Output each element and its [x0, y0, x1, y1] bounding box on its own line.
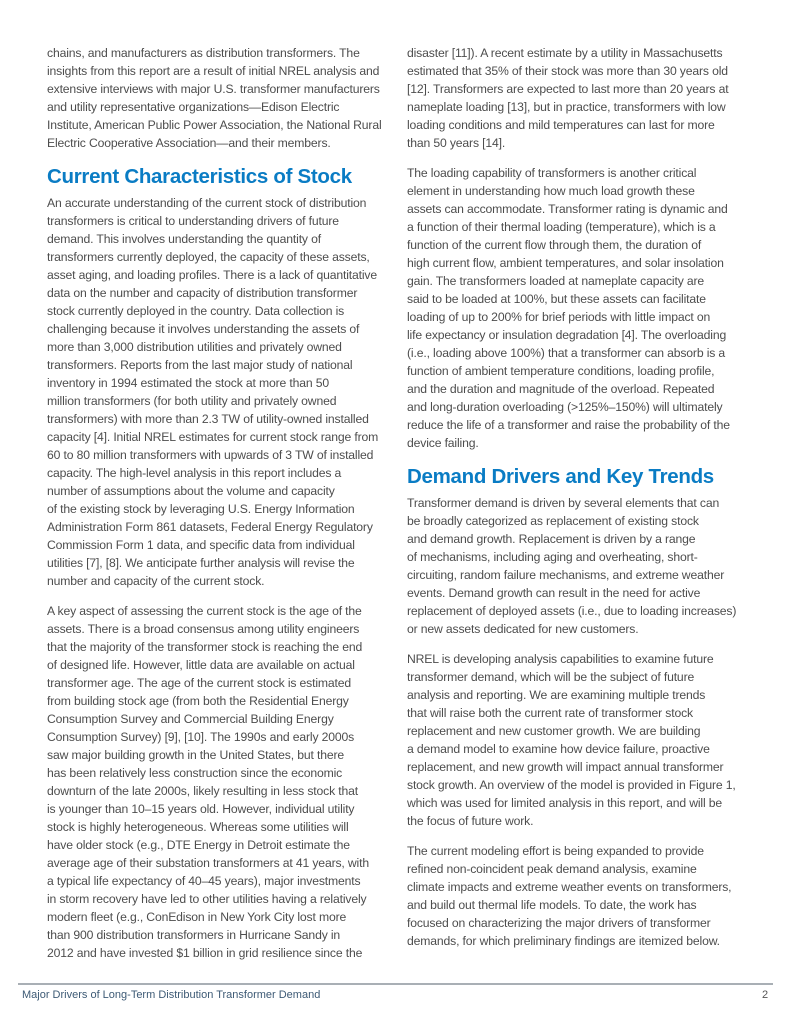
text-line: The current modeling effort is being expanded to provide: [407, 844, 704, 858]
text-line: (i.e., loading above 100%) that a transformer can absorb is a: [407, 346, 726, 360]
text-line: replacement of deployed assets (i.e., due to loading increases): [407, 604, 737, 618]
text-line: assets. There is a broad consensus among utility engineers: [47, 622, 360, 636]
text-line: and long-duration overloading (>125%–150%) will ultimately: [407, 400, 723, 414]
page-number: 2: [762, 989, 769, 1001]
text-line: Commission Form 1 data, and specific data from individual: [47, 538, 355, 552]
text-line: or new assets dedicated for new customers.: [407, 622, 639, 636]
text-line: capacity [4]. Initial NREL estimates for current stock range from: [47, 430, 379, 444]
text-line: Consumption Survey and Commercial Building Energy: [47, 712, 334, 726]
text-line: life expectancy or insulation degradation [4]. The overloading: [407, 328, 727, 342]
text-line: Consumption Survey) [9], [10]. The 1990s and early 2000s: [47, 730, 355, 744]
text-line: modern fleet (e.g., ConEdison in New York City lost more: [47, 910, 347, 924]
text-line: circuiting, random failure mechanisms, and extreme weather: [407, 568, 725, 582]
text-line: number of assumptions about the volume and capacity: [47, 484, 335, 498]
text-line: [12]. Transformers are expected to last more than 20 years at: [407, 82, 729, 96]
text-line: loading conditions and mild temperatures can last for more: [407, 118, 715, 132]
text-line: transformers. Reports from the last major study of national: [47, 358, 353, 372]
text-line: than 900 distribution transformers in Hurricane Sandy in: [47, 928, 341, 942]
asset-age-continued-paragraph: [407, 44, 752, 152]
loading-capability-paragraph: [407, 164, 752, 452]
text-line: asset aging, and loading profiles. There is a lack of quantitative: [47, 268, 377, 282]
text-line: said to be loaded at 100%, but these assets can facilitate: [407, 292, 706, 306]
nrel-analysis-paragraph: [407, 650, 752, 830]
text-line: from building stock age (from both the Residential Energy: [47, 694, 349, 708]
text-line: climate impacts and extreme weather events on transformers,: [407, 880, 732, 894]
text-line: An accurate understanding of the current stock of distribution: [47, 196, 367, 210]
text-line: utilities [7], [8]. We anticipate further analysis will revise the: [47, 556, 355, 570]
text-line: insights from this report are a result of initial NREL analysis and: [47, 64, 380, 78]
text-line: which was used for limited analysis in this report, and will be: [407, 796, 723, 810]
text-line: Administration Form 861 datasets, Federal Energy Regulatory: [47, 520, 373, 534]
text-line: stock growth. An overview of the model is provided in Figure 1,: [407, 778, 736, 792]
intro-paragraph: [47, 44, 392, 152]
text-line: device failing.: [407, 436, 479, 450]
text-line: more than 3,000 distribution utilities and privately owned: [47, 340, 342, 354]
text-line: gain. The transformers loaded at nameplate capacity are: [407, 274, 705, 288]
text-line: a typical life expectancy of 40–45 years), major investments: [47, 874, 361, 888]
text-line: of the existing stock by leveraging U.S. Energy Information: [47, 502, 355, 516]
text-line: transformers is critical to understanding drivers of future: [47, 214, 339, 228]
text-line: analysis and reporting. We are examining multiple trends: [407, 688, 706, 702]
text-line: extensive interviews with major U.S. transformer manufacturers: [47, 82, 380, 96]
section-heading-current-characteristics: Current Characteristics of Stock: [47, 165, 352, 188]
text-line: transformer age. The age of the current stock is estimated: [47, 676, 352, 690]
text-line: stock is highly heterogeneous. Whereas some utilities will: [47, 820, 349, 834]
text-line: a function of their thermal loading (temperature), which is a: [407, 220, 716, 234]
text-line: demand. This involves understanding the quantity of: [47, 232, 321, 246]
text-line: refined non-coincident peak demand analysis, examine: [407, 862, 697, 876]
text-line: replacement and new customer growth. We are building: [407, 724, 701, 738]
text-line: transformer demand, which will be the subject of future: [407, 670, 695, 684]
text-line: than 50 years [14].: [407, 136, 506, 150]
text-line: disaster [11]). A recent estimate by a utility in Massachusetts: [407, 46, 723, 60]
text-line: have older stock (e.g., DTE Energy in Detroit estimate the: [47, 838, 350, 852]
text-line: challenging because it involves understanding the assets of: [47, 322, 360, 336]
text-line: NREL is developing analysis capabilities to examine future: [407, 652, 714, 666]
text-line: a demand model to examine how device failure, proactive: [407, 742, 710, 756]
text-line: that will raise both the current rate of transformer stock: [407, 706, 693, 720]
text-line: function of the current flow through them, the duration of: [407, 238, 702, 252]
text-line: that the majority of the transformer stock is reaching the end: [47, 640, 363, 654]
right-column: [407, 44, 752, 962]
demand-drivers-paragraph: [407, 494, 752, 638]
text-line: 2012 and have invested $1 billion in grid resilience since the: [47, 946, 363, 960]
text-line: capacity. The high-level analysis in this report includes a: [47, 466, 342, 480]
text-line: downturn of the late 2000s, likely resulting in less stock that: [47, 784, 358, 798]
text-line: average age of their substation transformers at 41 years, with: [47, 856, 369, 870]
text-line: inventory in 1994 estimated the stock at more than 50: [47, 376, 330, 390]
text-line: high current flow, ambient temperatures, and solar insolation: [407, 256, 724, 270]
text-line: 60 to 80 million transformers with upwards of 3 TW of installed: [47, 448, 374, 462]
text-line: Transformer demand is driven by several elements that can: [407, 496, 720, 510]
text-line: focused on characterizing the major drivers of transformer: [407, 916, 711, 930]
text-line: the focus of future work.: [407, 814, 534, 828]
section-heading-demand-drivers: Demand Drivers and Key Trends: [407, 465, 714, 488]
left-column: [47, 44, 392, 974]
text-line: loading of up to 200% for brief periods with little impact on: [407, 310, 711, 324]
text-line: estimated that 35% of their stock was more than 30 years old: [407, 64, 728, 78]
text-line: has been relatively less construction since the economic: [47, 766, 343, 780]
text-line: in storm recovery have led to other utilities having a relatively: [47, 892, 367, 906]
text-line: The loading capability of transformers is another critical: [407, 166, 697, 180]
text-line: and build out thermal life models. To date, the work has: [407, 898, 697, 912]
text-line: replacement, and new growth will impact annual transformer: [407, 760, 724, 774]
text-line: of designed life. However, little data are available on actual: [47, 658, 355, 672]
text-line: be broadly categorized as replacement of existing stock: [407, 514, 699, 528]
text-line: and demand growth. Replacement is driven by a range: [407, 532, 696, 546]
modeling-effort-paragraph: [407, 842, 752, 950]
text-line: Institute, American Public Power Association, the National Rural: [47, 118, 382, 132]
text-line: saw major building growth in the United States, but there: [47, 748, 344, 762]
text-line: million transformers (for both utility and privately owned: [47, 394, 337, 408]
text-line: Electric Cooperative Association—and their members.: [47, 136, 331, 150]
text-line: is younger than 10–15 years old. However, individual utility: [47, 802, 355, 816]
text-line: function of ambient temperature conditions, loading profile,: [407, 364, 715, 378]
text-line: A key aspect of assessing the current stock is the age of the: [47, 604, 362, 618]
text-line: events. Demand growth can result in the need for active: [407, 586, 701, 600]
stock-paragraph: [47, 194, 392, 590]
text-line: stock currently deployed in the country. Data collection is: [47, 304, 345, 318]
text-line: and utility representative organizations—Edison Electric: [47, 100, 340, 114]
text-line: of mechanisms, including aging and overheating, short-: [407, 550, 698, 564]
text-line: nameplate loading [13], but in practice, transformers with low: [407, 100, 726, 114]
asset-age-paragraph: [47, 602, 392, 962]
text-line: reduce the life of a transformer and raise the probability of the: [407, 418, 730, 432]
text-line: demands, for which preliminary findings are itemized below.: [407, 934, 720, 948]
text-line: element in understanding how much load growth these: [407, 184, 695, 198]
footer-report-title: Major Drivers of Long-Term Distribution Transformer Demand: [22, 989, 321, 1001]
footer-divider: [18, 983, 773, 985]
text-line: chains, and manufacturers as distribution transformers. The: [47, 46, 360, 60]
text-line: transformers) with more than 2.3 TW of utility-owned installed: [47, 412, 369, 426]
text-line: number and capacity of the current stock.: [47, 574, 265, 588]
text-line: and the duration and magnitude of the overload. Repeated: [407, 382, 715, 396]
text-line: data on the number and capacity of distribution transformer: [47, 286, 358, 300]
text-line: transformers currently deployed, the capacity of these assets,: [47, 250, 370, 264]
text-line: assets can accommodate. Transformer rating is dynamic and: [407, 202, 728, 216]
